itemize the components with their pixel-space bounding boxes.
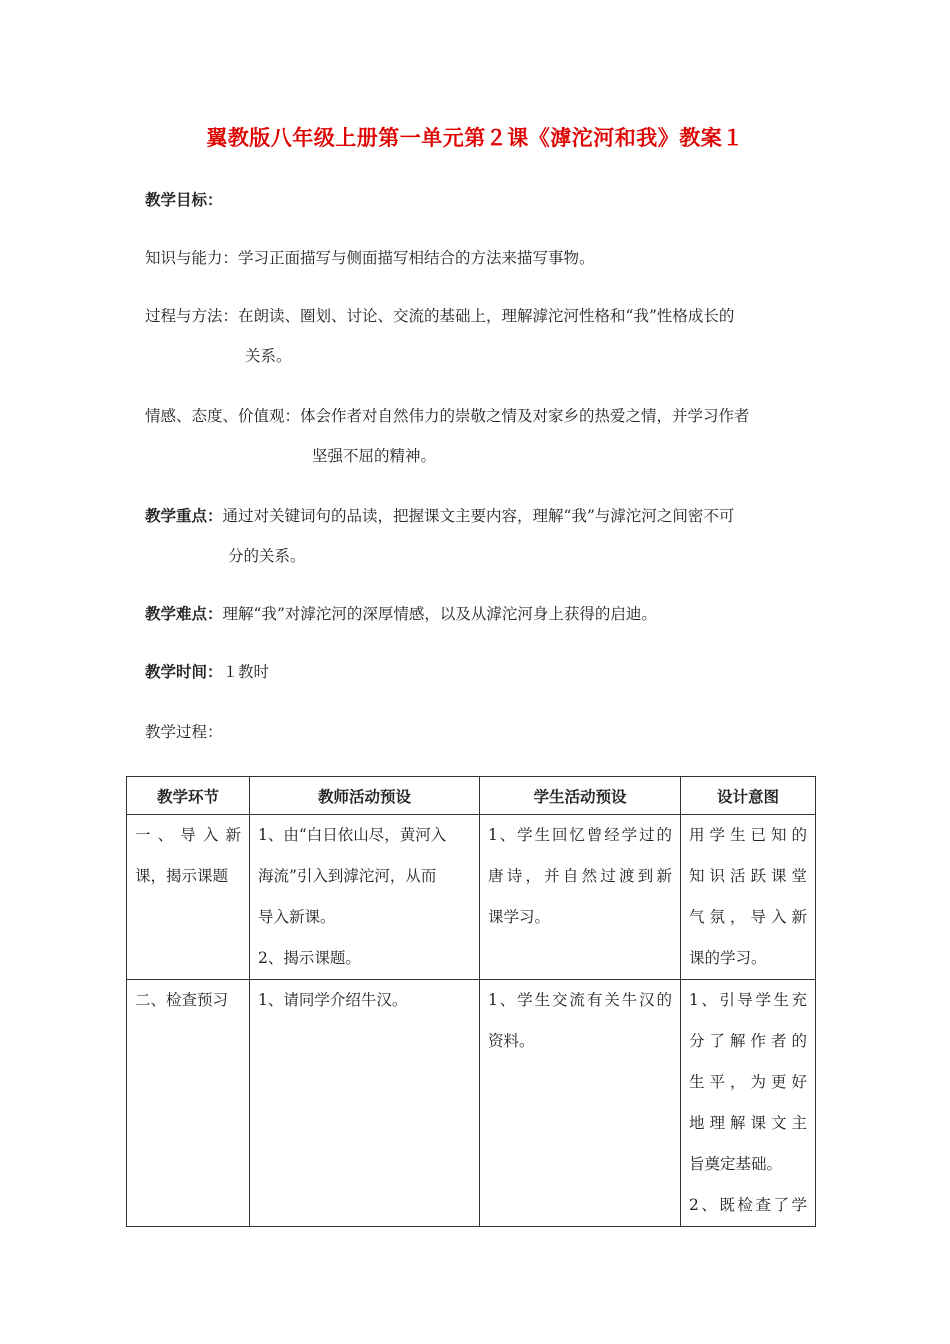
- emotion-text-line1: 体会作者对自然伟力的崇敬之情及对家乡的热爱之情，并学习作者: [300, 407, 750, 425]
- cell-line: 课，揭示课题: [135, 867, 229, 885]
- cell-line: 1、请同学介绍牛汉。: [258, 991, 408, 1009]
- cell-teacher: [250, 815, 480, 980]
- process-goal: [145, 306, 734, 326]
- table-row: [127, 980, 816, 1227]
- knowledge-text: 学习正面描写与侧面描写相结合的方法来描写事物。: [238, 249, 595, 267]
- cell-line: 1、学生回忆曾经学过的: [488, 826, 672, 844]
- goals-heading: 教学目标：: [145, 190, 223, 209]
- cell-line: 1、学生交流有关牛汉的: [488, 991, 672, 1009]
- emotion-goal: [145, 406, 750, 426]
- time-label: 教学时间：: [145, 662, 223, 681]
- difficulty-text: 理解“我”对滹沱河的深厚情感，以及从滹沱河身上获得的启迪。: [222, 605, 657, 623]
- cell-line: 导入新课。: [258, 908, 336, 926]
- knowledge-label: 知识与能力：: [145, 249, 239, 267]
- difficulty: [145, 604, 657, 624]
- key-point-text-line2: 分的关系。: [228, 547, 306, 565]
- cell-line: 课的学习。: [689, 949, 767, 967]
- knowledge-goal: [145, 248, 595, 268]
- key-point-text-line1: 通过对关键词句的品读，把握课文主要内容，理解“我”与滹沱河之间密不可: [222, 507, 735, 525]
- teaching-time: [145, 662, 269, 682]
- cell-line: 生平，为更好: [689, 1073, 807, 1091]
- cell-line: 地理解课文主: [689, 1114, 807, 1132]
- cell-intent: [681, 815, 816, 980]
- cell-line: 知识活跃课堂: [689, 867, 807, 885]
- process-text-line1: 在朗读、圈划、讨论、交流的基础上，理解滹沱河性格和“我”性格成长的: [238, 307, 735, 325]
- header-intent: 设计意图: [681, 777, 816, 815]
- cell-line: 2、揭示课题。: [258, 949, 361, 967]
- process-label: 过程与方法：: [145, 307, 239, 325]
- header-student: 学生活动预设: [480, 777, 681, 815]
- cell-line: 1、引导学生充: [689, 991, 807, 1009]
- cell-student: [480, 815, 681, 980]
- cell-intent: [681, 980, 816, 1227]
- cell-line: 唐诗，并自然过渡到新: [488, 867, 672, 885]
- cell-line: 一、导入新: [135, 826, 241, 844]
- cell-line: 海流”引入到滹沱河，从而: [258, 867, 437, 885]
- table-row: [127, 815, 816, 980]
- cell-line: 1、由“白日依山尽，黄河入: [258, 826, 447, 844]
- header-stage: 教学环节: [127, 777, 250, 815]
- process-text-line2: 关系。: [245, 347, 292, 365]
- table-header-row: [127, 777, 816, 815]
- cell-line: 气氛，导入新: [689, 908, 807, 926]
- lesson-process-table: [126, 776, 816, 1227]
- cell-line: 资料。: [488, 1032, 535, 1050]
- cell-line: 2、既检查了学: [689, 1196, 807, 1214]
- cell-line: 课学习。: [488, 908, 551, 926]
- difficulty-label: 教学难点：: [145, 604, 223, 623]
- emotion-label: 情感、态度、价值观：: [145, 407, 301, 425]
- cell-line: 用学生已知的: [689, 826, 807, 844]
- time-text: １教时: [222, 663, 270, 681]
- cell-teacher: [250, 980, 480, 1227]
- cell-line: 旨奠定基础。: [689, 1155, 783, 1173]
- cell-stage: [127, 980, 250, 1227]
- process-heading: 教学过程：: [145, 723, 223, 741]
- document-title: 翼教版八年级上册第一单元第２课《滹沱河和我》教案１: [206, 125, 744, 150]
- cell-line: 二、检查预习: [135, 991, 229, 1009]
- key-point-label: 教学重点：: [145, 506, 223, 525]
- emotion-text-line2: 坚强不屈的精神。: [312, 447, 437, 465]
- cell-line: 分了解作者的: [689, 1032, 807, 1050]
- key-point: [145, 506, 734, 526]
- header-teacher: 教师活动预设: [250, 777, 480, 815]
- cell-student: [480, 980, 681, 1227]
- cell-stage: [127, 815, 250, 980]
